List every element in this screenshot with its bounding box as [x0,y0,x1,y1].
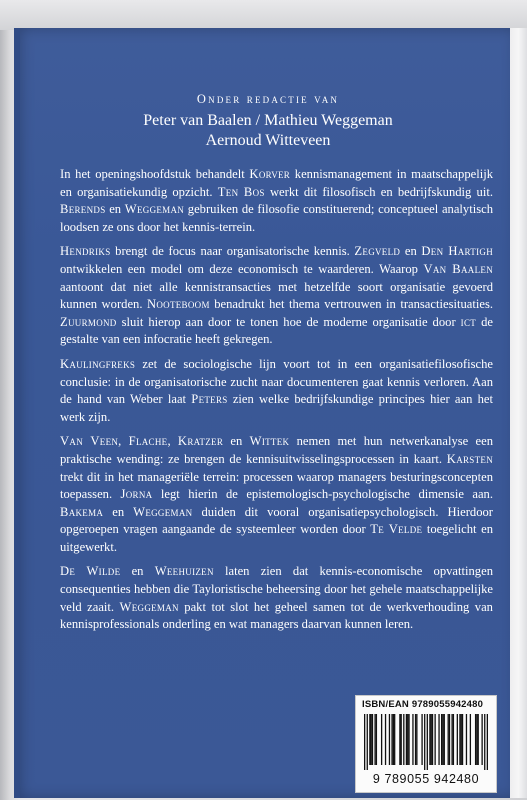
author-name: Den Hartigh [421,244,494,259]
barcode-bar [376,714,377,765]
barcode-bar [470,714,471,765]
author-name: Weggeman [119,599,179,614]
editor-name-separator: / [251,112,265,129]
barcode-sticker [355,695,497,793]
book-top-edge [0,0,527,30]
barcode-bar [369,714,370,765]
blurb-paragraph-4 [60,433,493,556]
blurb-paragraph-3 [60,356,493,426]
author-name: Van Baalen [423,261,493,276]
barcode-bar [407,714,408,765]
barcode-bar [434,714,435,765]
text-run: ontwikkelen een model om deze economisch te waarderen. Waarop [60,261,424,276]
barcode-bar [451,714,452,765]
text-run: benadrukt het thema vertrouwen in transactiesituaties. [209,297,493,312]
barcode-bar [429,714,430,765]
text-run: aantoont dat niet alle kennistransacties met hetzelfde soort organisatie gevoerd kunnen worden. [60,279,493,312]
barcode-bar [421,714,422,765]
text-run: en [120,564,155,579]
barcode-bar [432,714,433,765]
editor-kicker: Onder redactie van [196,92,340,106]
text-run: en [223,434,250,449]
author-name: Kaulingfreks [60,356,136,371]
barcode-bar [399,714,400,765]
author-name: Berends [60,202,106,217]
barcode-bars [364,714,488,770]
isbn-label: ISBN/EAN 9789055942480 [362,699,484,710]
text-run: werkt dit filosofisch en bedrijfskundig uit. [264,184,493,199]
barcode-bar [466,714,467,765]
barcode-bar [449,714,450,765]
barcode-bar [408,714,409,765]
blurb-paragraph-2 [60,243,493,349]
author-name: Korver [249,167,291,181]
barcode-bar [415,714,416,765]
text-run: duiden dit vooral organisatiepsychologisch. Hierdoor opgeroepen vragen aangaande de systeemleer worden door [60,504,493,537]
author-name: Weehuizen [154,564,214,579]
barcode-bar [364,714,365,770]
barcode-bar [475,714,476,765]
barcode-bar [403,714,404,765]
author-name: Te Velde [370,522,423,537]
barcode-bar [391,714,392,765]
back-cover [14,28,516,798]
editor-name-1: Peter van Baalen [143,112,252,129]
barcode-bar [385,714,386,765]
author-name: Jorna [120,487,153,502]
author-name: Peters [191,392,228,407]
barcode-bar [374,714,375,765]
barcode-bar [431,714,432,765]
author-name: Flache [128,434,168,449]
author-name: Van Veen [60,434,119,449]
text-run: , [118,434,129,449]
author-name: ict [460,314,477,329]
barcode-bar [424,714,425,770]
author-name: Weggeman [133,504,193,519]
barcode-bar [459,714,460,765]
blurb-paragraph-1 [60,166,493,236]
text-run: In het openingshoofdstuk behandelt [60,167,250,181]
author-name: Kratzer [177,434,224,449]
barcode-bar [481,714,482,765]
barcode-digits: 9 789055 942480 [372,772,480,786]
editor-name-2: Mathieu Weggeman [264,112,393,129]
book-page-edge [510,28,527,798]
barcode-bar [484,714,485,770]
text-run: sluit hierop aan door te tonen hoe de moderne organisatie door [116,314,461,329]
text-run: legt hierin de epistemologisch-psychologische dimensie aan. [152,487,493,502]
barcode-bar [381,714,382,765]
barcode-bar [453,714,454,765]
text-run: brengt de focus naar organisatorische kennis. [110,244,355,259]
text-run: zien welke bedrijfskundige principes hier aan het werk zijn. [60,392,493,424]
text-run: zet de sociologische lijn voort tot in een organisatiefilosofische conclusie: in de organisatorische zucht naar documenteren gaat kennis verloren. Aan de hand van Weber laat [60,356,493,407]
barcode-bar [394,714,395,765]
text-run: kennismanagement in maatschappelijk en organisatiekundig opzicht. [60,167,493,199]
author-name: Hendriks [60,244,111,259]
barcode-bar [406,714,407,765]
text-run: en [400,244,422,259]
text-run: en [103,504,134,519]
barcode-bar [457,714,458,765]
editor-names-line-1 [20,112,516,130]
barcode-bar [372,714,373,765]
text-run: , [167,434,178,449]
author-name: Karsten [446,451,493,466]
barcode-bar [461,714,462,765]
blurb-paragraph-5 [60,563,493,633]
text-run: nemen met hun netwerkanalyse een praktische wending: ze brengen de kennisuitwisselingsprocessen in kaart. [60,434,494,466]
editor-names-line-2: Aernoud Witteveen [205,132,331,149]
text-run: gebruiken de filosofie constituerend; conceptueel analytisch loodsen ze ons door het kennis-terrein. [60,202,494,234]
text-run: trekt dit in het manageriële terrein: processen waarop managers besturingsconcepten toepassen. [60,469,493,502]
barcode-bar [427,714,428,770]
barcode-bar [416,714,417,765]
barcode-bar [487,714,488,770]
author-name: Wittek [249,434,290,449]
barcode-bar [442,714,443,765]
barcode-bar [441,714,442,765]
author-name: Zuurmond [60,314,117,329]
text-run: toegelicht en uitgewerkt. [60,522,493,554]
barcode-bar [393,714,394,765]
blurb-text [60,166,493,641]
barcode-bar [389,714,390,765]
barcode-bar [448,714,449,765]
text-run: de gestalte van een infocratie heeft gekregen. [60,314,493,347]
barcode-bar [367,714,368,770]
text-run: laten zien dat kennis-economische opvattingen consequenties hebben die Tayloristische beheersing door het gehele maatschappelijke veld zaait. [60,564,493,614]
author-name: Ten Bos [217,184,265,199]
barcode-bar [476,714,477,765]
author-name: Weggeman [124,202,185,217]
author-name: Nooteboom [146,297,210,312]
text-run: pakt tot slot het geheel samen tot de werkverhouding van kennisprofessionals onderling en wat managers daarvan kunnen leren. [60,599,493,632]
barcode-bar [438,714,439,765]
barcode-bar [462,714,463,765]
barcode-bar [401,714,402,765]
text-run: en [105,202,125,217]
barcode-bar [412,714,413,765]
barcode-bar [444,714,445,765]
barcode-bar [371,714,372,765]
barcode-bar [478,714,479,765]
author-name: Bakema [60,504,104,519]
author-name: De Wilde [60,564,121,579]
author-name: Zegveld [354,244,401,259]
